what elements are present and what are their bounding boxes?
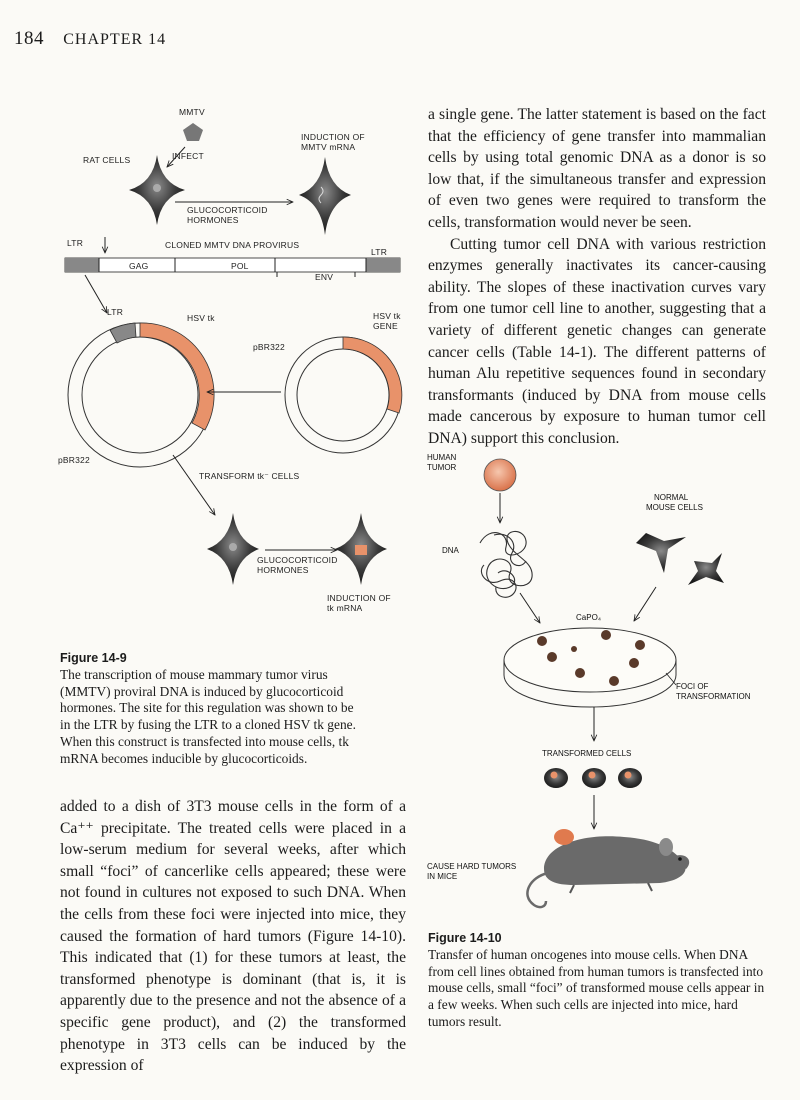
label-ltr-plasmid: LTR	[107, 307, 124, 317]
label-hormones-1: HORMONES	[187, 215, 239, 225]
label-induction-tk: INDUCTION OF	[327, 593, 391, 603]
plasmid-ltr-tk	[68, 323, 214, 467]
normal-mouse-cell-icon	[636, 533, 686, 573]
figure-14-9	[55, 95, 415, 635]
human-tumor-icon	[484, 459, 516, 491]
left-column-text	[60, 796, 406, 1077]
label-env: ENV	[315, 272, 334, 282]
label-capo4: CaPO₄	[576, 613, 602, 622]
label-hsv-tk-gene-1: HSV tk	[373, 311, 401, 321]
label-glucocorticoid-1: GLUCOCORTICOID	[187, 205, 268, 215]
page-number: 184	[14, 28, 44, 49]
label-pol: POL	[231, 261, 249, 271]
label-transformed-cells: TRANSFORMED CELLS	[542, 749, 632, 758]
label-tumor: TUMOR	[427, 463, 457, 472]
running-header	[14, 28, 166, 50]
label-hsv-tk-gene-2: GENE	[373, 321, 398, 331]
transformed-cells	[544, 768, 642, 788]
label-cause-hard-tumors: CAUSE HARD TUMORS	[427, 862, 517, 871]
label-transformation: TRANSFORMATION	[676, 692, 751, 701]
label-rat-cells: RAT CELLS	[83, 155, 131, 165]
plasmid-hsv-tk	[285, 337, 402, 453]
label-induction-mmtv: INDUCTION OF	[301, 132, 365, 142]
label-mmtv-mrna: MMTV mRNA	[301, 142, 356, 152]
label-gag: GAG	[129, 261, 149, 271]
label-foci-of: FOCI OF	[676, 682, 709, 691]
label-pbr322-b: pBR322	[253, 342, 285, 352]
label-glucocorticoid-2: GLUCOCORTICOID	[257, 555, 338, 565]
induced-cell-icon	[299, 157, 351, 235]
right-column-text	[428, 104, 766, 450]
figure-14-10-title: Figure 14-10	[428, 931, 502, 945]
normal-mouse-cell-icon	[688, 553, 724, 585]
chapter-title: CHAPTER 14	[63, 31, 167, 48]
label-hormones-2: HORMONES	[257, 565, 309, 575]
label-cloned-provirus: CLONED MMTV DNA PROVIRUS	[165, 240, 300, 250]
label-ltr-right: LTR	[371, 247, 388, 257]
label-hsv-tk: HSV tk	[187, 313, 215, 323]
label-tk-mrna: tk mRNA	[327, 603, 363, 613]
label-mmtv: MMTV	[179, 107, 205, 117]
label-infect: INFECT	[172, 151, 204, 161]
label-dna: DNA	[442, 546, 459, 555]
paragraph: added to a dish of 3T3 mouse cells in the form of a Ca⁺⁺ precipitate. The treated cells were placed in a low-serum medium for several weeks, after which small “foci” of cancerlike cells appeared; these were not found in cultures not exposed to such DNA. When the cells from these foci were injected into mice, they caused the formation of hard tumors (Figure 14-10). This indicated that (1) for these tumors at least, the transformed phenotype is dominant (that is, it is apparently due to the presence and not the absence of a specific gene product), and (2) the transformed phenotype in 3T3 cells can be induced by the expression of	[60, 798, 406, 1075]
dna-tangle-icon	[480, 531, 532, 597]
figure-14-9-text: The transcription of mouse mammary tumor virus (MMTV) proviral DNA is induced by glucocorticoid hormones. The site for this regulation was shown to be in the LTR by fusing the LTR to a cloned HSV tk gene. When this construct is transfected into mouse cells, tk mRNA becomes inducible by glucocorticoids.	[60, 666, 356, 766]
petri-dish	[504, 628, 676, 707]
label-in-mice: IN MICE	[427, 872, 458, 881]
figure-14-10-caption	[428, 930, 768, 1031]
paragraph: Cutting tumor cell DNA with various restriction enzymes generally inactivates its cancer-causing ability. The slopes of these inactivation curves vary from one tumor cell line to another, suggesting that a variety of different genetic changes can generate cancer cells (Table 14-1). The different patterns of human Alu repetitive sequences found in secondary transformants (induced by DNA from mouse cells made cancerous by exposure to human tumor cell DNA) support this conclusion.	[428, 235, 766, 447]
figure-14-10	[424, 445, 774, 925]
label-mouse-cells: MOUSE CELLS	[646, 503, 703, 512]
label-ltr-left: LTR	[67, 238, 84, 248]
figure-14-9-caption	[60, 650, 360, 768]
label-pbr322-a: pBR322	[58, 455, 90, 465]
label-human: HUMAN	[427, 453, 457, 462]
label-normal: NORMAL	[654, 493, 689, 502]
mouse-icon	[527, 829, 689, 907]
mmtv-virus-icon	[183, 123, 203, 141]
figure-14-10-text: Transfer of human oncogenes into mouse cells. When DNA from cell lines obtained from human tumors is transfected into mouse cells, small “foci” of transformed mouse cells appear in a few weeks. When such cells are injected into mice, hard tumors result.	[428, 946, 765, 1029]
figure-14-9-title: Figure 14-9	[60, 651, 127, 665]
paragraph: a single gene. The latter statement is based on the fact that the efficiency of gene transfer into mammalian cells by using total genomic DNA as a donor is so low that, if the simultaneous transfer and expression of even two genes were required to transform the cells, transformation would never be seen.	[428, 106, 766, 231]
label-transform: TRANSFORM tk⁻ CELLS	[199, 471, 300, 481]
